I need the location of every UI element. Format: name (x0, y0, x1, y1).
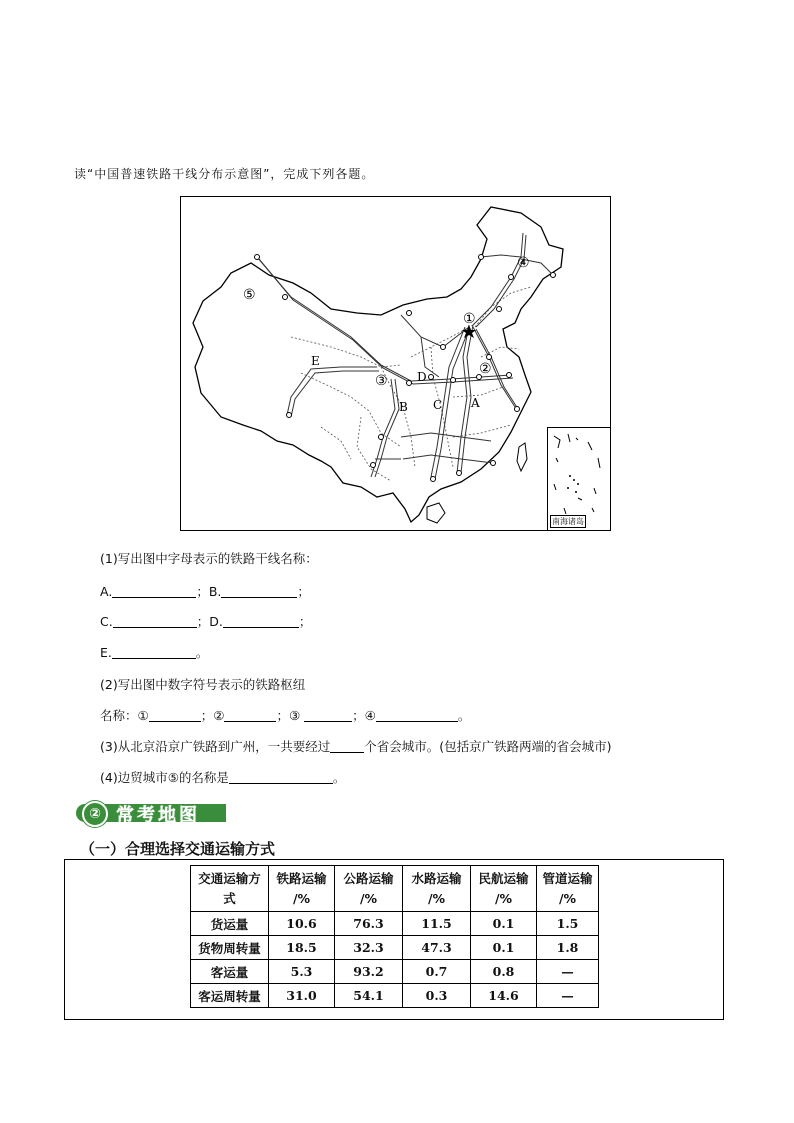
table-cell: 47.3 (403, 936, 471, 960)
intro-text: 读“中国普速铁路干线分布示意图”，完成下列各题。 (74, 167, 375, 181)
table-cell: 11.5 (403, 912, 471, 936)
header-cell: 铁路运输 /% (269, 866, 335, 912)
table-cell: — (537, 960, 599, 984)
hub-3-label: ③ (375, 373, 388, 389)
line-e-label: E (311, 354, 320, 368)
table-row (191, 936, 599, 960)
q3-post: 个省会城市。(包括京广铁路两端的省会城市) (364, 739, 612, 754)
question-3 (100, 737, 611, 755)
blank-q3[interactable] (330, 740, 364, 753)
hub-sep-2: ；② (200, 708, 225, 723)
row-header: 货物周转量 (191, 936, 269, 960)
hub-end: 。 (457, 708, 471, 723)
table-row (191, 912, 599, 936)
taiwan-island (517, 443, 527, 471)
hub-labels (243, 255, 530, 389)
table-header-row (191, 866, 599, 912)
row-header: 客运量 (191, 960, 269, 984)
hub-sep-3: ；③ (276, 708, 301, 723)
blank-hub-3[interactable] (304, 709, 352, 722)
row-header: 客运周转量 (191, 984, 269, 1008)
hainan-island (427, 503, 445, 523)
table-cell: 18.5 (269, 936, 335, 960)
c-label: C. (100, 614, 113, 629)
section-header (76, 798, 226, 824)
south-china-sea-inset (547, 427, 610, 530)
table-row (191, 960, 599, 984)
section-number: ② (82, 801, 108, 827)
subsection-title: （一）合理选择交通运输方式 (80, 840, 276, 858)
line-d-label: D (417, 370, 427, 384)
blank-e[interactable] (112, 646, 196, 659)
transport-table (190, 865, 599, 1008)
answer-row-hubs (100, 706, 470, 724)
a-label: A. (100, 584, 113, 599)
hub-4-label: ④ (517, 255, 530, 271)
table-cell: 1.5 (537, 912, 599, 936)
row-header: 货运量 (191, 912, 269, 936)
hub-names-label: 名称：① (100, 708, 149, 723)
table-cell: — (537, 984, 599, 1008)
header-cell: 民航运输 /% (471, 866, 537, 912)
hub-1-label: ① (463, 311, 476, 327)
blank-c[interactable] (113, 615, 197, 628)
q4-end: 。 (332, 770, 346, 785)
table-cell: 0.3 (403, 984, 471, 1008)
blank-hub-4[interactable] (376, 709, 458, 722)
table-cell: 93.2 (335, 960, 403, 984)
blank-b[interactable] (221, 585, 297, 598)
hub-sep-4: ；④ (352, 708, 376, 723)
railway-map (180, 196, 611, 531)
table-cell: 54.1 (335, 984, 403, 1008)
blank-hub-1[interactable] (149, 709, 201, 722)
table-cell: 0.1 (471, 912, 537, 936)
header-cell: 水路运输 /% (403, 866, 471, 912)
header-cell: 公路运输 /% (335, 866, 403, 912)
table-cell: 1.8 (537, 936, 599, 960)
question-2: (2)写出图中数字符号表示的铁路枢纽 (100, 677, 306, 692)
question-1: (1)写出图中字母表示的铁路干线名称： (100, 551, 318, 566)
table-cell: 0.8 (471, 960, 537, 984)
table-cell: 32.3 (335, 936, 403, 960)
header-cell: 交通运输方 式 (191, 866, 269, 912)
question-4 (100, 768, 345, 786)
blank-a[interactable] (112, 585, 196, 598)
section-title: 常考地图 (116, 805, 200, 826)
inset-label: 南海诸岛 (552, 517, 584, 526)
b-label: ；B. (196, 584, 222, 599)
table-cell: 0.7 (403, 960, 471, 984)
city-dots (255, 255, 556, 482)
q3-pre: (3)从北京沿京广铁路到广州，一共要经过 (100, 739, 331, 754)
line-a-label: A (471, 396, 480, 410)
answer-row-ab (100, 582, 310, 600)
table-cell: 5.3 (269, 960, 335, 984)
table-cell: 31.0 (269, 984, 335, 1008)
table-cell: 0.1 (471, 936, 537, 960)
table-cell: 76.3 (335, 912, 403, 936)
country-outline (193, 207, 563, 522)
e-end: 。 (195, 645, 209, 660)
d-end: ； (298, 614, 312, 629)
b-end: ； (297, 584, 310, 599)
hub-2-label: ② (479, 361, 492, 377)
q4-pre: (4)边贸城市⑤的名称是 (100, 770, 229, 785)
line-c-label: C (433, 398, 443, 412)
blank-q4[interactable] (229, 771, 333, 784)
table-cell: 10.6 (269, 912, 335, 936)
answer-row-cd (100, 612, 311, 630)
d-label: ；D. (196, 614, 223, 629)
blank-d[interactable] (223, 615, 299, 628)
blank-hub-2[interactable] (224, 709, 276, 722)
e-label: E. (100, 645, 112, 660)
hub-5-label: ⑤ (243, 287, 256, 303)
railway-lines (257, 233, 553, 479)
table-row (191, 984, 599, 1008)
table-cell: 14.6 (471, 984, 537, 1008)
header-cell: 管道运输 /% (537, 866, 599, 912)
answer-row-e (100, 643, 208, 661)
line-b-label: B (399, 400, 408, 414)
